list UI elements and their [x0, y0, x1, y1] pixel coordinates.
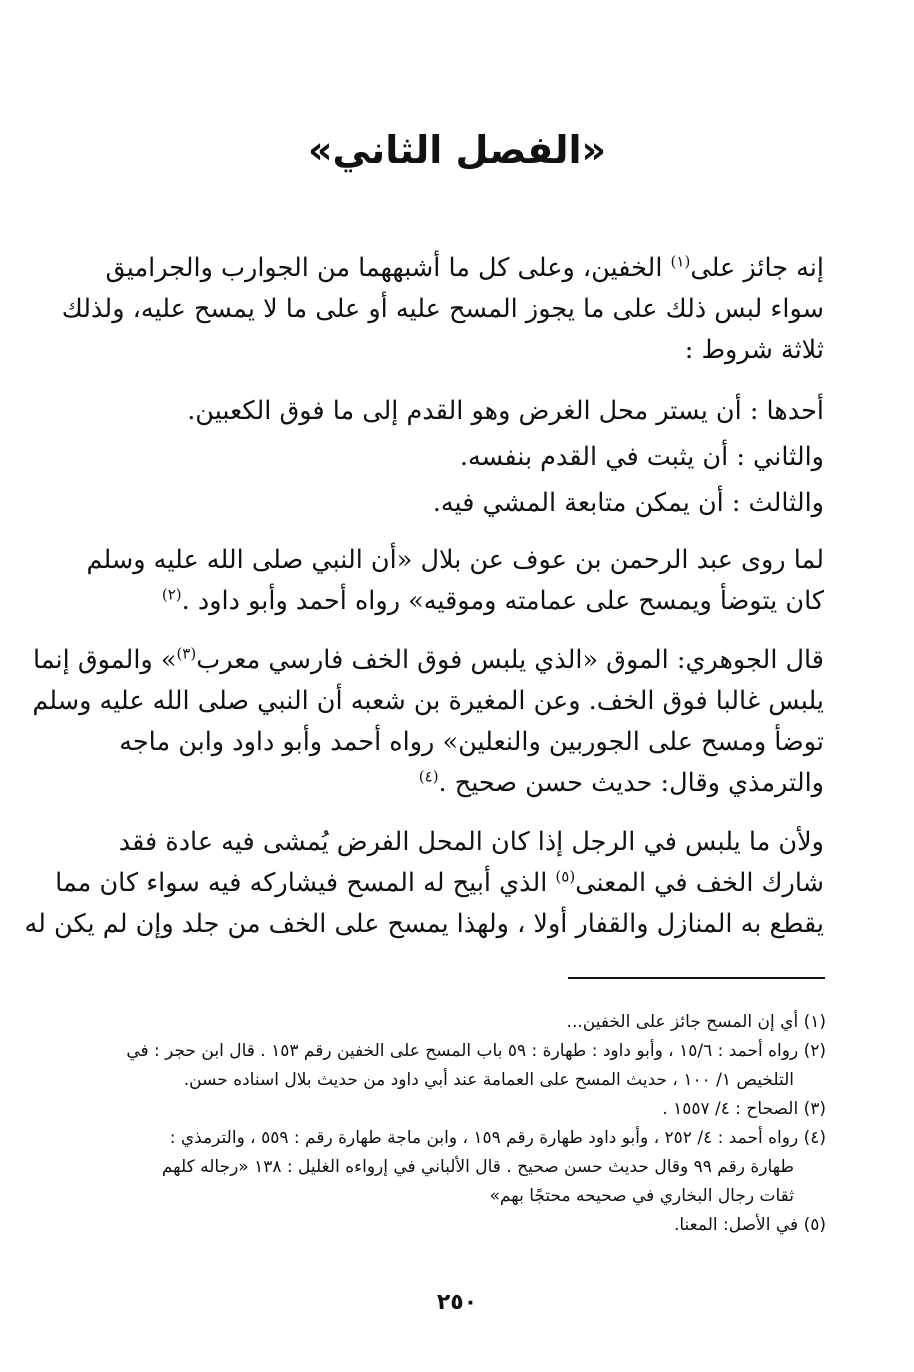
- footnote-ref-5: (٥): [555, 867, 576, 886]
- footnote-ref-2: (٢): [161, 585, 182, 604]
- paragraph-text: شارك الخف في المعنى: [575, 868, 824, 898]
- paragraph-line: [119, 763, 824, 804]
- paragraph-line: توضأ ومسح على الجوربين والنعلين» رواه أحمد وأبو داود وابن ماجه: [119, 727, 824, 757]
- footnote-2-continued: التلخيص ١/ ١٠٠ ، حديث المسح على العمامة عند أبي داود من حديث بلال اسناده حسن.: [183, 1070, 794, 1090]
- paragraph-text: » والموق إنما: [33, 645, 177, 675]
- chapter-title: «الفصل الثاني»: [307, 128, 607, 172]
- footnote-5: (٥) في الأصل: المعنا.: [673, 1215, 826, 1235]
- paragraph-line: يلبس غالبا فوق الخف. وعن المغيرة بن شعبه أن النبي صلى الله عليه وسلم: [32, 686, 824, 716]
- footnote-1: (١) أي إن المسح جائز على الخفين...: [566, 1012, 826, 1032]
- footnote-4: (٤) رواه أحمد : ٤/ ٢٥٢ ، وأبو داود طهارة رقم ١٥٩ ، وابن ماجة طهارة رقم : ٥٥٩ ، والترمذي :: [169, 1128, 826, 1148]
- footnote-ref-1: (١): [670, 252, 691, 271]
- paragraph-line: [33, 640, 824, 681]
- paragraph-text: الذي أبيح له المسح فيشاركه فيه سواء كان مما: [55, 868, 556, 898]
- footnotes: [114, 1008, 826, 1240]
- condition-item: والثالث : أن يمكن متابعة المشي فيه.: [432, 488, 824, 518]
- footnote-3: (٣) الصحاح : ٤/ ١٥٥٧ .: [662, 1099, 826, 1119]
- paragraph-jawhari: [32, 640, 824, 804]
- footnote-2: (٢) رواه أحمد : ١٥/٦ ، وأبو داود : طهارة : ٥٩ باب المسح على الخفين رقم ١٥٣ . قال ابن حجر : في: [126, 1041, 826, 1061]
- paragraph-line: لما روى عبد الرحمن بن عوف عن بلال «أن النبي صلى الله عليه وسلم: [86, 545, 824, 575]
- paragraph-text: قال الجوهري: الموق «الذي يلبس فوق الخف فارسي معرب: [196, 645, 824, 675]
- intro-line-1: [105, 248, 824, 289]
- paragraph-line: [55, 863, 824, 904]
- condition-item: أحدها : أن يستر محل الغرض وهو القدم إلى ما فوق الكعبين.: [187, 396, 824, 426]
- intro-text: الخفين، وعلى كل ما أشبههما من الجوارب والجراميق: [105, 253, 671, 283]
- intro-text: إنه جائز على: [690, 253, 824, 283]
- paragraph-line: [119, 581, 824, 622]
- footnote-4-continued: ثقات رجال البخاري في صحيحه محتجًا بهم»: [489, 1186, 794, 1206]
- paragraph-line: ولأن ما يلبس في الرجل إذا كان المحل الفرض يُمشى فيه عادة فقد: [118, 827, 824, 857]
- condition-item: والثاني : أن يثبت في القدم بنفسه.: [459, 442, 824, 472]
- paragraph-line: يقطع به المنازل والقفار أولا ، ولهذا يمسح على الخف من جلد وإن لم يكن له: [24, 909, 824, 939]
- page-number: ٢٥٠: [436, 1290, 478, 1315]
- paragraph-bilal-hadith: [86, 540, 824, 622]
- footnote-4-continued: طهارة رقم ٩٩ وقال حديث حسن صحيح . قال الألباني في إرواءه الغليل : ١٣٨ «رجاله كلهم: [161, 1157, 794, 1177]
- intro-paragraph: [61, 248, 824, 371]
- paragraph-text: كان يتوضأ ويمسح على عمامته وموقيه» رواه أحمد وأبو داود .: [181, 586, 824, 616]
- footnote-ref-4: (٤): [418, 767, 439, 786]
- paragraph-reasoning: [24, 822, 824, 945]
- conditions-list: [119, 388, 824, 526]
- intro-line-2: سواء لبس ذلك على ما يجوز المسح عليه أو على ما لا يمسح عليه، ولذلك: [61, 294, 824, 324]
- footnote-divider: [568, 977, 825, 979]
- paragraph-text: والترمذي وقال: حديث حسن صحيح .: [438, 768, 824, 798]
- footnote-ref-3: (٣): [176, 644, 197, 663]
- intro-line-3: ثلاثة شروط :: [684, 335, 824, 365]
